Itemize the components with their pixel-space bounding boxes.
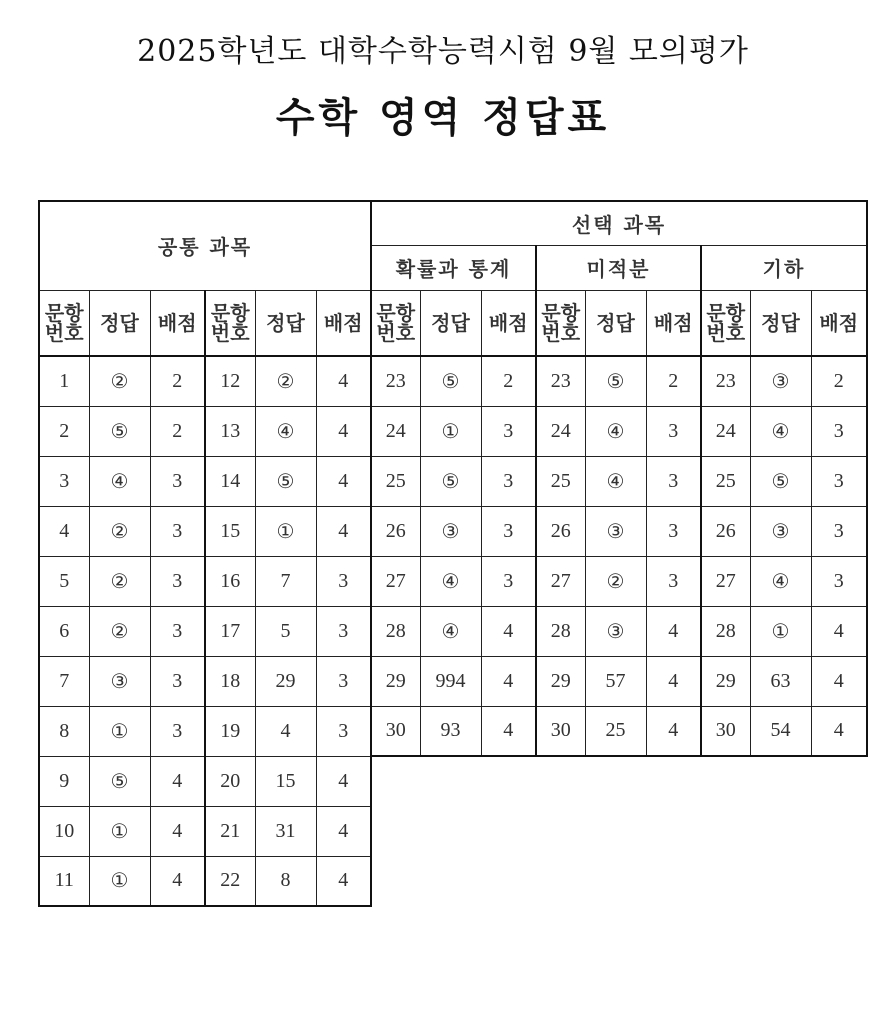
points-cell: 3 [646, 556, 701, 606]
question-number: 27 [371, 556, 420, 606]
points-cell: 4 [481, 656, 536, 706]
common-left-points-header: 배점 [150, 290, 205, 356]
answer-cell: ① [750, 606, 811, 656]
common-right-answer-header: 정답 [255, 290, 316, 356]
empty-cell [701, 756, 750, 806]
common-right-number-header: 문항 번호 [205, 290, 255, 356]
table-row [39, 356, 867, 406]
question-number: 20 [205, 756, 255, 806]
points-cell: 3 [646, 506, 701, 556]
answer-cell: ④ [585, 406, 646, 456]
answer-cell: ④ [89, 456, 150, 506]
empty-cell [585, 806, 646, 856]
question-number: 23 [536, 356, 585, 406]
answer-table [38, 200, 868, 907]
answer-cell: ③ [750, 506, 811, 556]
points-cell: 3 [481, 556, 536, 606]
points-cell: 3 [481, 406, 536, 456]
empty-cell [646, 806, 701, 856]
points-cell: 4 [316, 506, 371, 556]
question-number: 30 [371, 706, 420, 756]
empty-cell [750, 756, 811, 806]
points-cell: 3 [646, 406, 701, 456]
empty-cell [701, 806, 750, 856]
table-row [39, 406, 867, 456]
common-right-points-header: 배점 [316, 290, 371, 356]
points-cell: 3 [316, 556, 371, 606]
table-row [39, 656, 867, 706]
common-subject-header: 공통 과목 [39, 201, 371, 290]
empty-cell [646, 856, 701, 906]
answer-cell: ⑤ [750, 456, 811, 506]
question-number: 29 [536, 656, 585, 706]
empty-cell [585, 856, 646, 906]
question-number: 23 [701, 356, 750, 406]
question-number: 12 [205, 356, 255, 406]
points-cell: 4 [316, 456, 371, 506]
question-number: 14 [205, 456, 255, 506]
answer-cell: 4 [255, 706, 316, 756]
empty-cell [750, 806, 811, 856]
question-number: 16 [205, 556, 255, 606]
empty-cell [536, 806, 585, 856]
empty-cell [536, 756, 585, 806]
question-number: 19 [205, 706, 255, 756]
points-cell: 3 [316, 606, 371, 656]
question-number: 18 [205, 656, 255, 706]
points-cell: 3 [811, 456, 867, 506]
answer-cell: ⑤ [89, 406, 150, 456]
points-cell: 3 [150, 706, 205, 756]
question-number: 30 [536, 706, 585, 756]
empty-cell [371, 806, 420, 856]
question-number: 7 [39, 656, 89, 706]
answer-cell: 994 [420, 656, 481, 706]
points-cell: 4 [150, 756, 205, 806]
points-cell: 2 [150, 356, 205, 406]
question-number: 21 [205, 806, 255, 856]
empty-cell [646, 756, 701, 806]
prob-stat-header: 확률과 통계 [371, 245, 536, 290]
question-number: 29 [701, 656, 750, 706]
points-cell: 4 [481, 606, 536, 656]
prob-stat-number-header: 문항 번호 [371, 290, 420, 356]
answer-cell: ③ [585, 506, 646, 556]
points-cell: 3 [481, 506, 536, 556]
table-row [39, 556, 867, 606]
geometry-points-header: 배점 [811, 290, 867, 356]
empty-cell [750, 856, 811, 906]
points-cell: 3 [150, 656, 205, 706]
empty-cell [811, 856, 867, 906]
points-cell: 4 [646, 606, 701, 656]
answer-cell: ⑤ [89, 756, 150, 806]
answer-cell: ③ [420, 506, 481, 556]
table-row [39, 456, 867, 506]
table-row [39, 506, 867, 556]
question-number: 8 [39, 706, 89, 756]
answer-cell: ② [89, 356, 150, 406]
answer-cell: ① [255, 506, 316, 556]
points-cell: 4 [811, 656, 867, 706]
document-subtitle: 수학 영역 정답표 [275, 94, 611, 141]
question-number: 24 [701, 406, 750, 456]
table-row [39, 606, 867, 656]
points-cell: 3 [316, 706, 371, 756]
question-number: 1 [39, 356, 89, 406]
points-cell: 3 [646, 456, 701, 506]
calculus-points-header: 배점 [646, 290, 701, 356]
answer-cell: 8 [255, 856, 316, 906]
points-cell: 3 [150, 556, 205, 606]
answer-cell: 5 [255, 606, 316, 656]
points-cell: 3 [481, 456, 536, 506]
question-number: 17 [205, 606, 255, 656]
question-number: 9 [39, 756, 89, 806]
question-number: 29 [371, 656, 420, 706]
points-cell: 4 [150, 806, 205, 856]
empty-cell [481, 856, 536, 906]
points-cell: 4 [811, 606, 867, 656]
question-number: 27 [536, 556, 585, 606]
answer-cell: 63 [750, 656, 811, 706]
answer-cell: ⑤ [420, 456, 481, 506]
points-cell: 2 [150, 406, 205, 456]
answer-cell: ② [255, 356, 316, 406]
answer-cell: ③ [89, 656, 150, 706]
answer-cell: ④ [750, 406, 811, 456]
points-cell: 4 [316, 856, 371, 906]
points-cell: 3 [316, 656, 371, 706]
question-number: 4 [39, 506, 89, 556]
question-number: 22 [205, 856, 255, 906]
empty-cell [811, 806, 867, 856]
calculus-number-header: 문항 번호 [536, 290, 585, 356]
points-cell: 3 [811, 506, 867, 556]
question-number: 28 [701, 606, 750, 656]
empty-cell [420, 856, 481, 906]
answer-cell: ③ [585, 606, 646, 656]
table-row [39, 856, 867, 906]
question-number: 23 [371, 356, 420, 406]
question-number: 27 [701, 556, 750, 606]
question-number: 15 [205, 506, 255, 556]
empty-cell [536, 856, 585, 906]
prob-stat-answer-header: 정답 [420, 290, 481, 356]
answer-cell: 29 [255, 656, 316, 706]
question-number: 24 [371, 406, 420, 456]
answer-cell: 7 [255, 556, 316, 606]
points-cell: 4 [316, 756, 371, 806]
question-number: 25 [701, 456, 750, 506]
question-number: 24 [536, 406, 585, 456]
points-cell: 3 [811, 406, 867, 456]
points-cell: 3 [150, 606, 205, 656]
table-row [39, 806, 867, 856]
empty-cell [481, 806, 536, 856]
question-number: 10 [39, 806, 89, 856]
elective-subject-header: 선택 과목 [371, 201, 867, 245]
table-row [39, 706, 867, 756]
points-cell: 4 [481, 706, 536, 756]
empty-cell [585, 756, 646, 806]
answer-cell: ① [89, 856, 150, 906]
common-left-answer-header: 정답 [89, 290, 150, 356]
empty-cell [701, 856, 750, 906]
prob-stat-points-header: 배점 [481, 290, 536, 356]
calculus-header: 미적분 [536, 245, 701, 290]
answer-cell: ① [420, 406, 481, 456]
question-number: 28 [371, 606, 420, 656]
geometry-header: 기하 [701, 245, 867, 290]
empty-cell [371, 856, 420, 906]
question-number: 3 [39, 456, 89, 506]
points-cell: 4 [811, 706, 867, 756]
empty-cell [811, 756, 867, 806]
points-cell: 4 [316, 406, 371, 456]
question-number: 5 [39, 556, 89, 606]
question-number: 26 [701, 506, 750, 556]
points-cell: 2 [481, 356, 536, 406]
answer-cell: 93 [420, 706, 481, 756]
empty-cell [420, 756, 481, 806]
question-number: 28 [536, 606, 585, 656]
table-row [39, 756, 867, 806]
points-cell: 2 [646, 356, 701, 406]
geometry-number-header: 문항 번호 [701, 290, 750, 356]
answer-cell: ④ [750, 556, 811, 606]
question-number: 11 [39, 856, 89, 906]
answer-cell: ② [585, 556, 646, 606]
question-number: 2 [39, 406, 89, 456]
answer-cell: ⑤ [585, 356, 646, 406]
answer-cell: ④ [255, 406, 316, 456]
points-cell: 4 [150, 856, 205, 906]
answer-cell: ① [89, 706, 150, 756]
document-title: 2025학년도 대학수학능력시험 9월 모의평가 [137, 34, 749, 69]
points-cell: 3 [150, 506, 205, 556]
question-number: 6 [39, 606, 89, 656]
empty-cell [481, 756, 536, 806]
geometry-answer-header: 정답 [750, 290, 811, 356]
answer-cell: ① [89, 806, 150, 856]
question-number: 13 [205, 406, 255, 456]
points-cell: 3 [811, 556, 867, 606]
question-number: 25 [371, 456, 420, 506]
empty-cell [371, 756, 420, 806]
answer-cell: ④ [585, 456, 646, 506]
answer-cell: 54 [750, 706, 811, 756]
question-number: 26 [536, 506, 585, 556]
question-number: 26 [371, 506, 420, 556]
answer-cell: ④ [420, 556, 481, 606]
answer-cell: ⑤ [255, 456, 316, 506]
answer-cell: ③ [750, 356, 811, 406]
points-cell: 3 [150, 456, 205, 506]
points-cell: 4 [316, 356, 371, 406]
empty-cell [420, 806, 481, 856]
calculus-answer-header: 정답 [585, 290, 646, 356]
common-left-number-header: 문항 번호 [39, 290, 89, 356]
points-cell: 2 [811, 356, 867, 406]
answer-cell: ② [89, 606, 150, 656]
answer-cell: ② [89, 506, 150, 556]
points-cell: 4 [646, 656, 701, 706]
column-header-row [39, 290, 867, 356]
answer-cell: ⑤ [420, 356, 481, 406]
answer-cell: 31 [255, 806, 316, 856]
question-number: 30 [701, 706, 750, 756]
answer-cell: 25 [585, 706, 646, 756]
answer-cell: 15 [255, 756, 316, 806]
answer-cell: ④ [420, 606, 481, 656]
answer-cell: ② [89, 556, 150, 606]
points-cell: 4 [646, 706, 701, 756]
points-cell: 4 [316, 806, 371, 856]
answer-cell: 57 [585, 656, 646, 706]
question-number: 25 [536, 456, 585, 506]
